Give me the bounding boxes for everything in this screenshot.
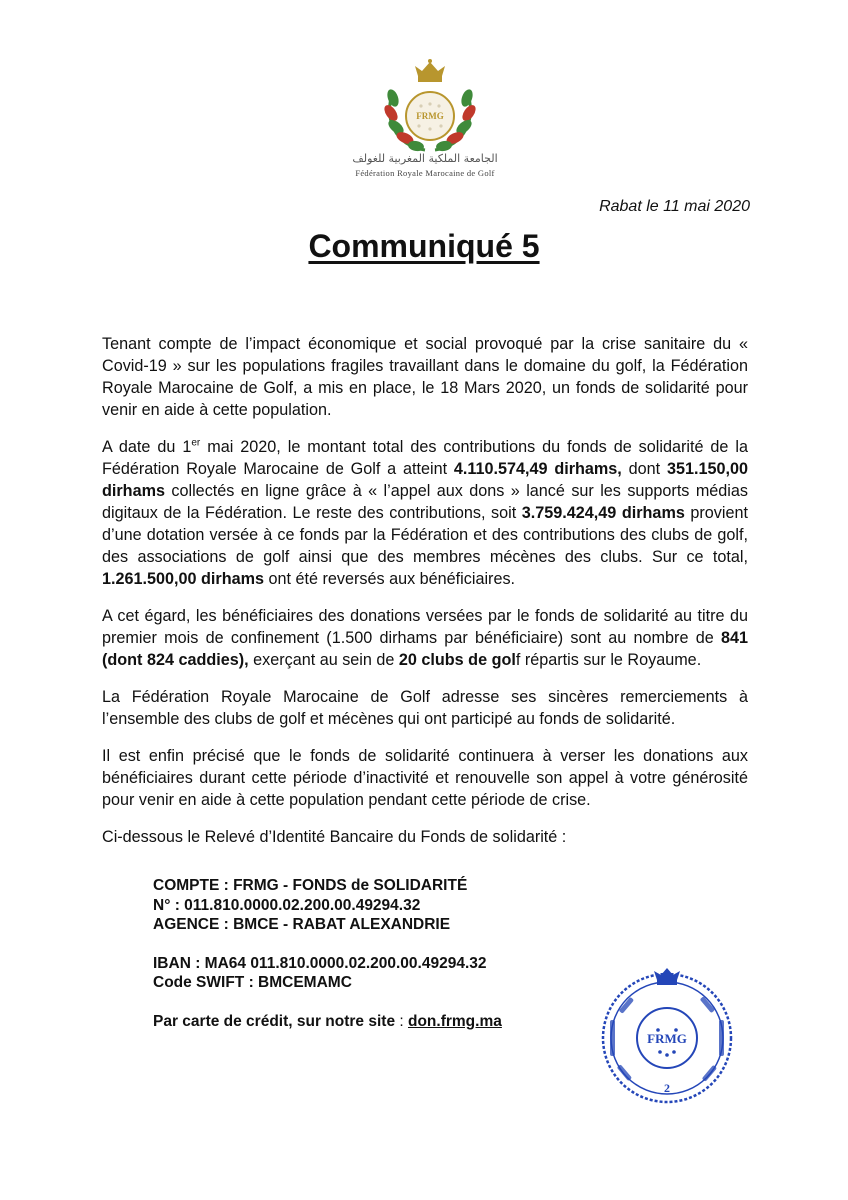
paragraph-beneficiaries: A cet égard, les bénéficiaires des donations versées par le fonds de solidarité au titre du premier mois de confinement (1.500 dirhams par bénéficiaire) sont au nombre de 841 (dont 824 caddies), exerçant au sein de 20 clubs de golf répartis sur le Royaume. — [102, 607, 748, 669]
stamp-center-text: FRMG — [647, 1031, 687, 1046]
donation-site-link[interactable]: don.frmg.ma — [408, 1012, 502, 1030]
document-body — [102, 333, 748, 863]
crown-icon — [415, 59, 445, 82]
beneficiary-count: 841 (dont 824 caddies), — [102, 629, 748, 669]
amount-total: 4.110.574,49 dirhams, — [453, 460, 622, 478]
stamp-crown-icon — [654, 968, 680, 985]
rib-swift: Code SWIFT : BMCEMAMC — [153, 974, 352, 991]
page-title: Communiqué 5 — [308, 228, 540, 264]
amount-online: 351.150,00 dirhams — [102, 460, 748, 500]
paragraph-intro: Tenant compte de l’impact économique et social provoqué par la crise sanitaire du « Covid-19 » sur les populations fragiles travaillant dans le domaine du golf, la Fédération Royale Marocaine de Golf, a mis en place, le 18 Mars 2020, un fonds de solidarité pour venir en aide à cette population. — [102, 335, 748, 419]
club-count: 20 clubs de gol — [398, 651, 516, 669]
paragraph-thanks: La Fédération Royale Marocaine de Golf adresse ses sincères remerciements à l’ensemble des clubs de golf et mécènes qui ont participé au fonds de solidarité. — [102, 688, 748, 728]
bank-details — [153, 876, 502, 1031]
rib-agency: AGENCE : BMCE - RABAT ALEXANDRIE — [153, 916, 451, 933]
rib-number: N° : 011.810.0000.02.200.00.49294.32 — [153, 896, 421, 914]
stamp-number: 2 — [664, 1081, 670, 1095]
amount-paid: 1.261.500,00 dirhams — [102, 570, 264, 588]
org-name-arabic: الجامعة الملكية المغربية للغولف — [352, 152, 498, 165]
paragraph-appeal: Il est enfin précisé que le fonds de solidarité continuera à verser les donations aux bénéficiaires durant cette période d’inactivité et renouvelle son appel à votre générosité pour venir en aide à cette population pendant cette période de crise. — [102, 747, 748, 809]
date-line: Rabat le 11 mai 2020 — [599, 198, 750, 215]
rib-card-line: Par carte de crédit, sur notre site : don.frmg.ma — [153, 1012, 502, 1030]
org-name-french: Fédération Royale Marocaine de Golf — [355, 168, 495, 178]
rib-account: COMPTE : FRMG - FONDS de SOLIDARITÉ — [153, 877, 468, 894]
rib-iban: IBAN : MA64 011.810.0000.02.200.00.49294.32 — [153, 954, 487, 972]
paragraph-contributions: A date du 1er mai 2020, le montant total des contributions du fonds de solidarité de la Fédération Royale Marocaine de Golf a atteint 4.110.574,49 dirhams, dont 351.150,00 dirhams collectés en ligne grâce à « l’appel aux dons » lancé sur les supports médias digitaux de la Fédération. Le reste des contributions, soit 3.759.424,49 dirhams provient d’une dotation versée à ce fonds par la Fédération et des contributions des clubs de golf, des associations de golf ainsi que des membres mécènes des clubs. Sur ce total, 1.261.500,00 dirhams ont été reversés aux bénéficiaires. — [102, 437, 748, 588]
golf-ball-icon — [406, 92, 454, 140]
official-stamp — [592, 960, 742, 1110]
paragraph-rib-intro: Ci-dessous le Relevé d’Identité Bancaire du Fonds de solidarité : — [102, 828, 567, 846]
amount-rest: 3.759.424,49 dirhams — [521, 504, 685, 522]
logo-text: FRMG — [416, 111, 444, 121]
